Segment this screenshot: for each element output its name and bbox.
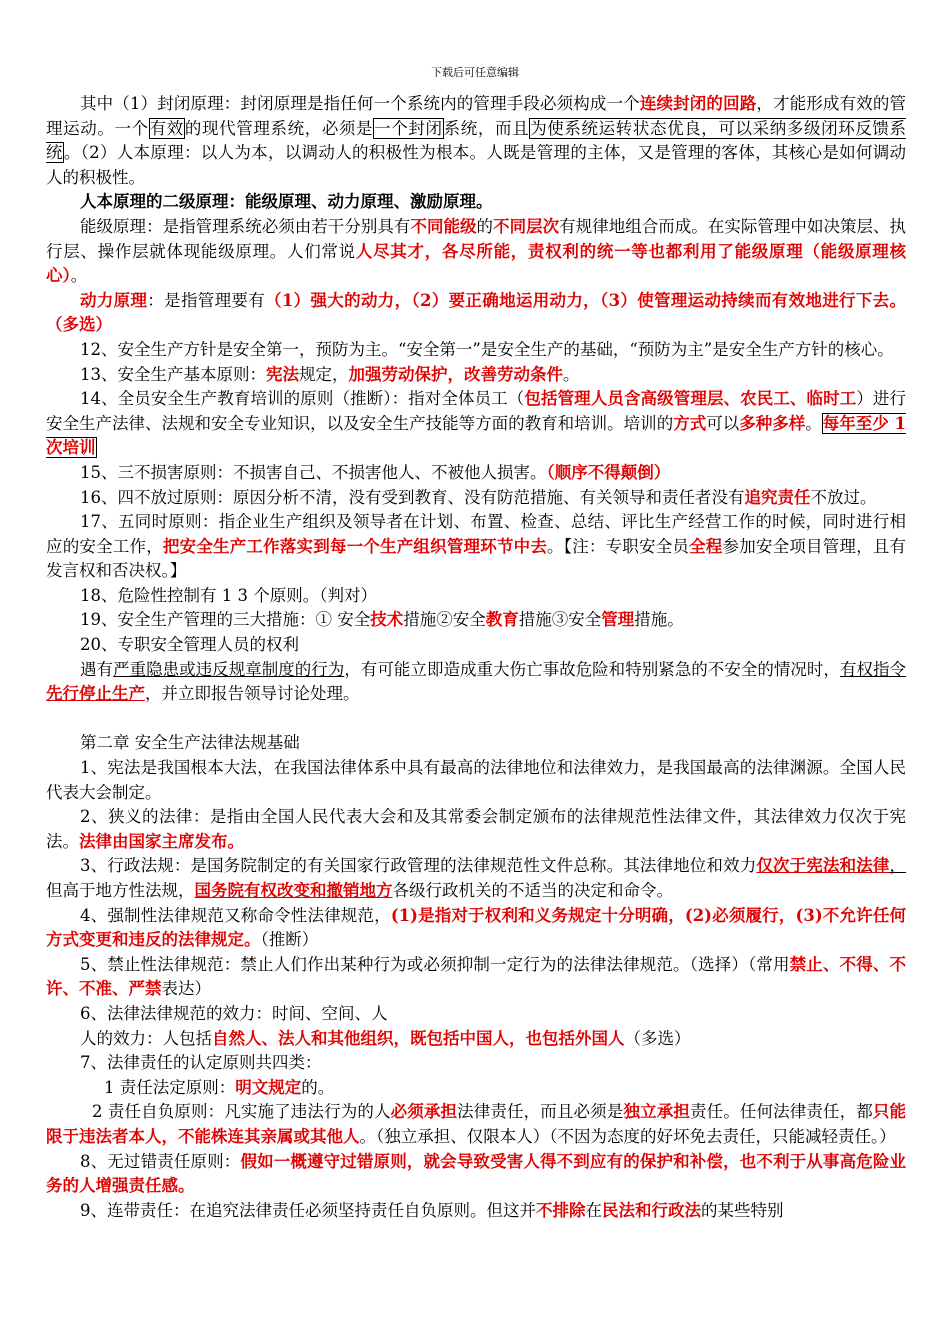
item-13 [46,363,906,388]
highlight: 必须承担 [390,1102,458,1122]
law-item-6: 6、法律法律规范的效力：时间、空间、人 [80,1003,388,1023]
text: 14、全员安全生产教育培训的原则（推断）：指对全体员工（ [80,389,525,409]
page-header: 下载后可任意编辑 [431,66,519,79]
item-16 [46,486,906,511]
text: 规定， [299,364,349,384]
law-item-2 [46,805,906,854]
text: 。（独立承担、仅限本人）（不因为态度的好坏免去责任，只能减轻责任。） [359,1126,896,1146]
law-item-7-1 [46,1076,906,1101]
law-item-7: 7、法律责任的认定原则共四类： [80,1053,322,1073]
text: ，有可能立即造成重大伤亡事故危险和特别紧急的不安全的情况时， [344,659,840,679]
highlight: （1）强大的动力，（2）要正确地运用动力，（3）使管理运动持续而有效地进行下去。（多选） [46,290,907,335]
text: 措施②安全 [403,610,486,630]
text: 责任。任何法律责任，都 [689,1102,873,1122]
item-19 [46,608,906,633]
highlight: 全程 [689,536,723,556]
text: 但高于地方性法规， [46,881,195,900]
text: 有规律地组合而成。在实际管理中如决策层、执行层、操作层就体现能级原理。人们常说 [46,216,907,261]
text: 。 [70,266,88,286]
text: 16、四不放过原则：原因分析不清，没有受到教育、没有防范措施、有关领导和责任者没有 [80,487,745,507]
item-12: 12、安全生产方针是安全第一，预防为主。“安全第一”是安全生产的基础，“预防为主”是安全生产方针的核心。 [80,339,894,359]
highlight: 禁止、不得、不许、不准、严禁 [46,954,907,999]
highlight: 把安全生产工作落实到每一个生产组织管理环节中去 [162,536,548,556]
highlight: 加强劳动保护，改善劳动条件 [348,364,563,384]
highlight: 不同层次 [493,216,560,236]
text: 。 [563,364,580,384]
paragraph-closure-principle [46,92,906,190]
underlined-text: ， [889,856,907,876]
highlight: 连续封闭的回路 [639,94,757,113]
text: 在 [585,1200,602,1220]
highlight: 管理 [601,610,635,630]
item-18: 18、危险性控制有 1 3 个原则。（判对） [80,585,377,605]
document-body [46,92,906,1223]
chapter-2-title: 第二章 安全生产法律法规基础 [80,733,300,753]
law-item-7-2 [46,1100,906,1149]
text: 2 责任自负原则：凡实施了违法行为的人 [92,1102,391,1122]
highlight: 独立承担 [623,1102,690,1122]
highlight: 方式 [673,413,707,433]
law-item-1: 1、宪法是我国根本大法，在我国法律体系中具有最高的法律地位和法律效力，是我国最高的法律渊源。全国人民代表大会制定。 [46,758,906,802]
highlight: 追究责任 [744,487,811,507]
highlight: 人尽其才，各尽所能，责权利的统一等也都利用了能级原理（能级原理核心） [46,241,907,286]
text: 13、安全生产基本原则： [80,364,266,384]
law-item-9 [46,1199,906,1224]
text: 2、狭义的法律：是指由全国人民代表大会和及其常委会制定颁布的法律规范性法律文件，其法律效力仅次于宪法。 [46,807,906,851]
highlight: 多种多样 [739,413,806,433]
highlight: 不同能级 [410,216,477,236]
underlined-text: 有权指令 [839,659,907,679]
text: 17、五同时原则：指企业生产组织及领导者在计划、布置、检查、总结、评比生产经营工作的时候，同时进行相应的安全工作， [46,512,906,556]
text: 可以 [706,413,740,433]
highlight: (1)是指对于权利和义务规定十分明确，(2)必须履行，(3)不允许任何方式变更和违反的法律规定。 [46,905,906,950]
text: 5、禁止性法律规范：禁止人们作出某种行为或必须抑制一定行为的法律法律规范。（选择）（常用 [80,954,790,974]
boxed-text: 有效 [149,118,184,138]
boxed-text: 一个封闭 [374,118,443,138]
text: 参加安全项目管理，且有发言权和否决权。】 [46,536,907,581]
highlight: 宪法 [266,364,299,384]
text: 措施③安全 [518,610,602,630]
item-20: 20、专职安全管理人员的权利 [80,635,299,655]
text: 的现代管理系统，必须是 [184,118,374,138]
text: 的 [476,216,494,236]
text: 表达） [161,979,211,999]
text: 19、安全生产管理的三大措施：① 安全 [80,610,371,630]
text: 8、无过错责任原则： [80,1151,241,1171]
text: （推断） [260,930,319,950]
highlight: 不排除 [536,1200,586,1220]
law-item-6-persons [46,1027,906,1052]
item-15 [46,461,906,486]
spacer [46,707,906,732]
item-17 [46,510,906,584]
text: 。 [805,413,822,433]
text: 。（2）人本原理：以人为本，以调动人的积极性为根本。人既是管理的主体，又是管理的客体，其核心是如何调动人的积极性。 [46,143,907,187]
text: 措施。 [634,610,684,630]
text: 人的效力：人包括 [80,1028,212,1048]
underlined-highlight: 先行停止生产 [46,684,145,704]
item-20-detail [46,658,906,707]
text: 3、行政法规：是国务院制定的有关国家行政管理的法律规范性文件总称。其法律地位和效力 [80,856,757,876]
underlined-text: 严重隐患或违反规章制度的行为 [113,659,345,679]
text: 的。 [301,1077,335,1097]
text: 法律责任，而且必须是 [457,1102,624,1122]
text: 15、三不损害原则：不损害自己、不损害他人、不被他人损害。 [80,462,547,482]
highlight: 包括管理人员含高级管理层、农民工、临时工 [524,389,857,409]
underlined-highlight: 国务院有权改变和撤销地方 [194,881,393,900]
text: 能级原理：是指管理系统必须由若干分别具有 [80,216,411,236]
text: 1 责任法定原则： [104,1077,236,1097]
law-item-8 [46,1150,906,1199]
highlight: （顺序不得颠倒） [546,462,671,482]
text: 系统，而且 [443,118,530,138]
highlight: 假如一概遵守过错原则，就会导致受害人得不到应有的保护和补偿，也不利于从事高危险业务的人增强责任感。 [46,1151,907,1196]
text: 各级行政机关的不适当的决定和命令。 [392,881,673,900]
paragraph-motive-principle [46,289,906,338]
text: 4、强制性法律规范又称命令性法律规范， [80,905,391,925]
highlight: 法律由国家主席发布。 [79,831,244,851]
text: ）进行安全生产法律、法规和安全专业知识，以及安全生产技能等方面的教育和培训。培训的 [46,389,907,433]
boxed-text: 为使系统运转状态优良，可以采纳多级闭环反馈系统 [46,118,907,163]
text: ：是指管理要有 [147,290,266,310]
underlined-highlight: 仅次于宪法和法律 [756,856,890,876]
text: ，才能形成有效的管理运动。一个 [46,94,907,138]
highlight: 动力原理 [80,290,148,310]
highlight: 技术 [370,610,404,630]
text: 其中（1）封闭原理：封闭原理是指任何一个系统内的管理手段必须构成一个 [80,94,640,113]
highlight: 明文规定 [235,1077,302,1097]
text: 的某些特别 [701,1200,784,1220]
highlight: 民法和行政法 [602,1200,701,1220]
law-item-4 [46,904,906,953]
paragraph-secondary-principles: 人本原理的二级原理：能级原理、动力原理、激励原理。 [80,192,493,212]
highlight: 自然人、法人和其他组织，既包括中国人，也包括外国人 [212,1028,625,1048]
highlight: 教育 [485,610,519,630]
text: 。【注：专职安全员 [547,536,690,556]
boxed-highlight: 每年至少 1 次培训 [46,413,907,458]
law-item-5 [46,953,906,1002]
text: （多选） [624,1028,691,1048]
item-14 [46,387,906,461]
law-item-3 [46,854,906,903]
text: 9、连带责任：在追究法律责任必须坚持责任自负原则。但这并 [80,1200,536,1220]
text: ，并立即报告领导讨论处理。 [145,684,360,704]
text: 不放过。 [810,487,877,507]
paragraph-level-principle [46,215,906,289]
highlight: 只能限于违法者本人，不能株连其亲属或其他人 [46,1102,907,1146]
text: 遇有 [80,659,114,679]
